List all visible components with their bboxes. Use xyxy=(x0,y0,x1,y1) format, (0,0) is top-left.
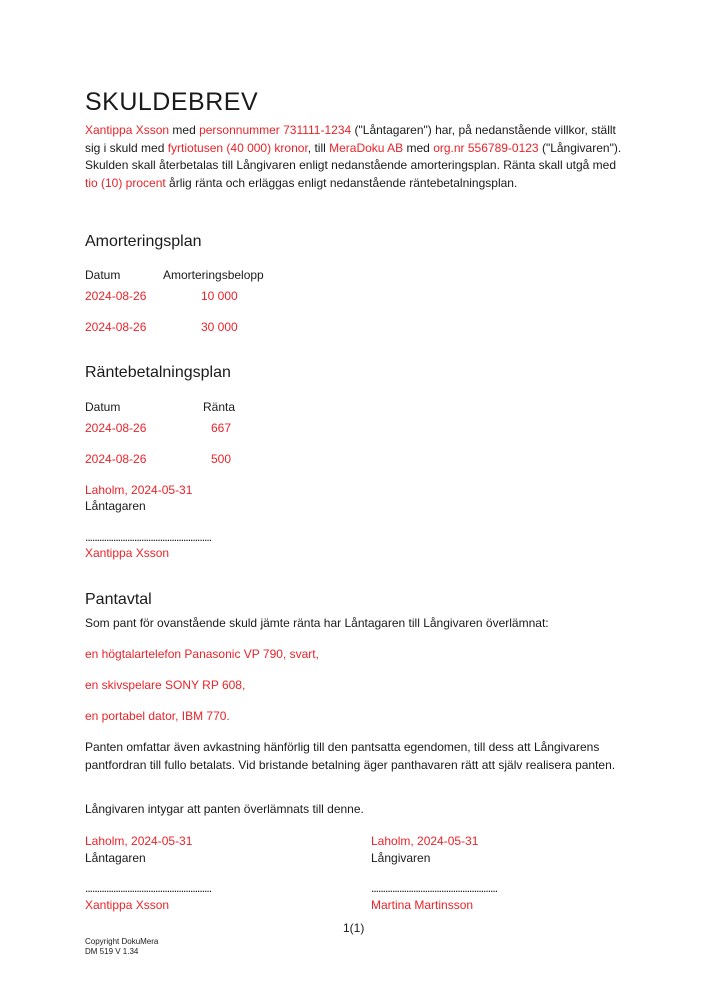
amortization-col-date: Datum xyxy=(85,268,121,282)
signature-role: Låntagaren xyxy=(85,499,146,513)
intro-text-segment: med xyxy=(403,140,434,155)
document-title: SKULDEBREV xyxy=(85,88,259,116)
signature-name: Xantippa Xsson xyxy=(85,546,170,560)
intro-text-segment: , till xyxy=(307,140,330,155)
pledge-paragraph: Panten omfattar även avkastning hänförlig till den pantsatta egendomen, till dess att Långivarens pantfordran till fullo betalats. Vid bristande betalning äger panthavaren rätt att själv realisera panten. xyxy=(85,740,616,772)
intro-field-value: Xantippa Xsson xyxy=(85,123,170,137)
intro-field-value: personnummer 731111-1234 xyxy=(199,123,352,137)
borrower-signature-line: ...................................................... xyxy=(85,881,212,895)
amortization-row-date: 2024-08-26 xyxy=(85,289,147,303)
pledge-confirmation: Långivaren intygar att panten överlämnats till denne. xyxy=(85,802,364,816)
intro-field-value: fyrtiotusen (40 000) kronor xyxy=(167,140,308,155)
interest-row-date: 2024-08-26 xyxy=(85,421,147,435)
intro-text-segment: ("Långivaren"). Skulden skall återbetalas till Långivaren enligt nedanstående amorteringsplan. Ränta skall utgå med xyxy=(85,140,622,172)
footer-info xyxy=(85,937,158,957)
interest-col-date: Datum xyxy=(85,400,121,414)
intro-field-value: org.nr 556789-0123 xyxy=(433,140,539,155)
interest-row-amount: 667 xyxy=(211,421,232,435)
intro-field-value: tio (10) procent xyxy=(85,175,166,190)
lender-place-date: Laholm, 2024-05-31 xyxy=(371,834,479,848)
amortization-row-date: 2024-08-26 xyxy=(85,320,147,334)
pledge-item: en högtalartelefon Panasonic VP 790, svart, xyxy=(85,647,319,661)
intro-paragraph xyxy=(85,122,625,192)
amortization-heading: Amorteringsplan xyxy=(85,233,202,250)
pledge-item: en portabel dator, IBM 770. xyxy=(85,709,230,723)
intro-text-segment: ("Låntagaren") har, på nedanstående villkor, ställt sig i skuld med xyxy=(85,123,616,155)
intro-field-value: MeraDoku AB xyxy=(329,140,404,155)
amortization-row-amount: 10 000 xyxy=(201,289,238,303)
borrower-name: Xantippa Xsson xyxy=(85,898,170,912)
intro-text-segment: årlig ränta och erläggas enligt nedanstående räntebetalningsplan. xyxy=(165,175,518,190)
borrower-role: Låntagaren xyxy=(85,851,146,865)
lender-signature-line: ...................................................... xyxy=(371,881,498,895)
lender-role: Långivaren xyxy=(371,851,431,865)
signature-place-date: Laholm, 2024-05-31 xyxy=(85,483,193,497)
intro-text-segment: med xyxy=(169,123,200,137)
page-number: 1(1) xyxy=(343,921,365,935)
pledge-heading: Pantavtal xyxy=(85,591,152,608)
pledge-intro: Som pant för ovanstående skuld jämte ränta har Låntagaren till Långivaren överlämnat: xyxy=(85,616,549,630)
interest-col-amount: Ränta xyxy=(203,400,236,414)
signature-line: ...................................................... xyxy=(85,530,212,544)
amortization-row-amount: 30 000 xyxy=(201,320,238,334)
interest-heading: Räntebetalningsplan xyxy=(85,364,231,381)
version-text: DM 519 V 1.34 xyxy=(85,947,139,956)
amortization-col-amount: Amorteringsbelopp xyxy=(163,268,264,282)
interest-row-amount: 500 xyxy=(211,452,232,466)
copyright-text: Copyright DokuMera xyxy=(85,937,159,946)
pledge-item: en skivspelare SONY RP 608, xyxy=(85,678,246,692)
borrower-place-date: Laholm, 2024-05-31 xyxy=(85,834,193,848)
interest-row-date: 2024-08-26 xyxy=(85,452,147,466)
lender-name: Martina Martinsson xyxy=(371,898,474,912)
